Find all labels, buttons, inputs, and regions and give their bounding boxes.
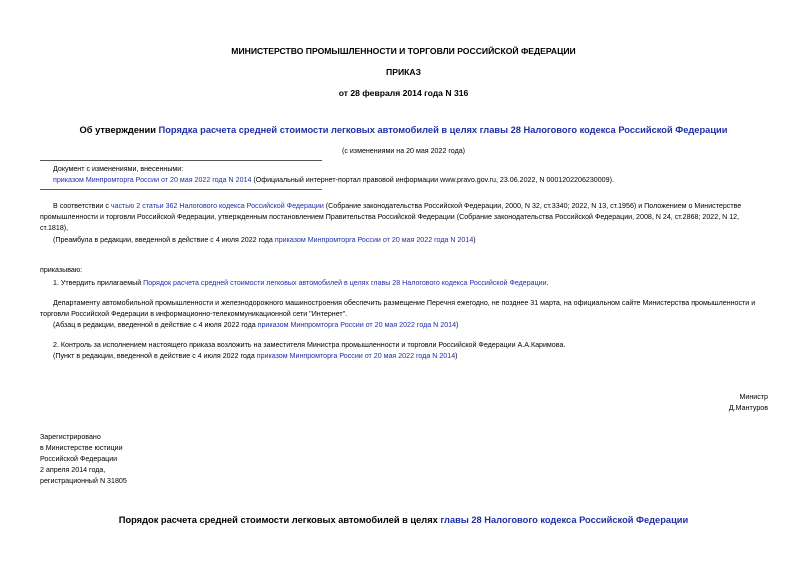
orders-word: приказываю: <box>40 266 83 274</box>
preamble-link[interactable]: частью 2 статьи 362 Налогового кодекса Российской Федерации <box>110 202 324 210</box>
changes-note-line1: Документ с изменениями, внесенными: <box>53 165 184 173</box>
appendix-title-prefix: Порядок расчета средней стоимости легковых автомобилей в целях <box>118 515 441 525</box>
registration-line4: 2 апреля 2014 года, <box>40 466 106 474</box>
item2-note-start: (Пункт в редакции, введенной в действие с 4 июля 2022 года <box>53 352 257 360</box>
date-number-heading: от 28 февраля 2014 года N 316 <box>338 88 469 98</box>
dept-note-end: ) <box>456 321 459 329</box>
registration-line3: Российской Федерации <box>40 455 118 463</box>
dept-note-link[interactable]: приказом Минпромторга России от 20 мая 2022 года N 2014 <box>257 321 457 329</box>
title-link[interactable]: Порядка расчета средней стоимости легковых автомобилей в целях главы 28 Налогового кодекса Российской Федерации <box>158 125 728 135</box>
signature-position: Министр <box>739 393 768 401</box>
item1-start: 1. Утвердить прилагаемый <box>53 279 144 287</box>
title-prefix: Об утверждении <box>79 125 159 135</box>
item1-end: . <box>546 279 549 287</box>
registration-line5: регистрационный N 31805 <box>40 477 127 485</box>
order-item1 <box>53 278 549 289</box>
preamble-note-link[interactable]: приказом Минпромторга России от 20 мая 2022 года N 2014 <box>274 236 474 244</box>
preamble-start: В соответствии с <box>53 202 111 210</box>
item2-note-end: ) <box>455 352 458 360</box>
changes-note-line2 <box>53 175 614 186</box>
registration-line1: Зарегистрировано <box>40 433 101 441</box>
order-item2: 2. Контроль за исполнением настоящего приказа возложить на заместителя Министра промышленности и торговли Российской Федерации А.А.Каримова. <box>53 341 566 349</box>
document-title <box>0 125 807 135</box>
item2-note-link[interactable]: приказом Минпромторга России от 20 мая 2022 года N 2014 <box>256 352 456 360</box>
preamble-note <box>53 235 476 246</box>
preamble-line1 <box>53 201 741 212</box>
preamble-note-end: ) <box>473 236 476 244</box>
item1-link[interactable]: Порядок расчета средней стоимости легковых автомобилей в целях главы 28 Налогового кодекса Российской Федерации <box>143 279 547 287</box>
changes-note-rest: (Официальный интернет-портал правовой информации www.pravo.gov.ru, 23.06.2022, N 0001202206230009). <box>251 176 614 184</box>
appendix-title <box>0 515 807 525</box>
signature-name: Д.Мантуров <box>728 404 768 412</box>
appendix-title-link[interactable]: главы 28 Налогового кодекса Российской Федерации <box>440 515 689 525</box>
preamble-line2: промышленности и торговли Российской Федерации, утвержденным постановлением Правительства Российской Федерации (Собрание законодательства Российской Федерации, 2008, N 24, ст.2868; 2022, N 12, <box>40 213 740 221</box>
dept-note <box>53 320 458 331</box>
divider-top <box>40 160 322 161</box>
registration-line2: в Министерстве юстиции <box>40 444 123 452</box>
revision-note: (с изменениями на 20 мая 2022 года) <box>341 147 466 155</box>
ministry-heading: МИНИСТЕРСТВО ПРОМЫШЛЕННОСТИ И ТОРГОВЛИ РОССИЙСКОЙ ФЕДЕРАЦИИ <box>231 46 576 56</box>
doc-type-heading: ПРИКАЗ <box>386 67 421 77</box>
dept-line1: Департаменту автомобильной промышленности и железнодорожного машиностроения обеспечить размещение Перечня ежегодно, не позднее 31 марта, на официальном сайте Министерства промышленности и <box>53 299 756 307</box>
dept-note-start: (Абзац в редакции, введенной в действие с 4 июля 2022 года <box>53 321 258 329</box>
dept-line2: торговли Российской Федерации в информационно-телекоммуникационной сети "Интернет". <box>40 310 348 318</box>
preamble-line3: ст.1818), <box>40 224 69 232</box>
preamble-rest: (Собрание законодательства Российской Федерации, 2000, N 32, ст.3340; 2022, N 13, ст.1956) и Положением о Министерстве <box>323 202 742 210</box>
item2-note <box>53 351 458 362</box>
changes-note-link[interactable]: приказом Минпромторга России от 20 мая 2022 года N 2014 <box>53 176 252 184</box>
divider-bottom <box>40 189 322 190</box>
preamble-note-start: (Преамбула в редакции, введенной в действие с 4 июля 2022 года <box>53 236 275 244</box>
